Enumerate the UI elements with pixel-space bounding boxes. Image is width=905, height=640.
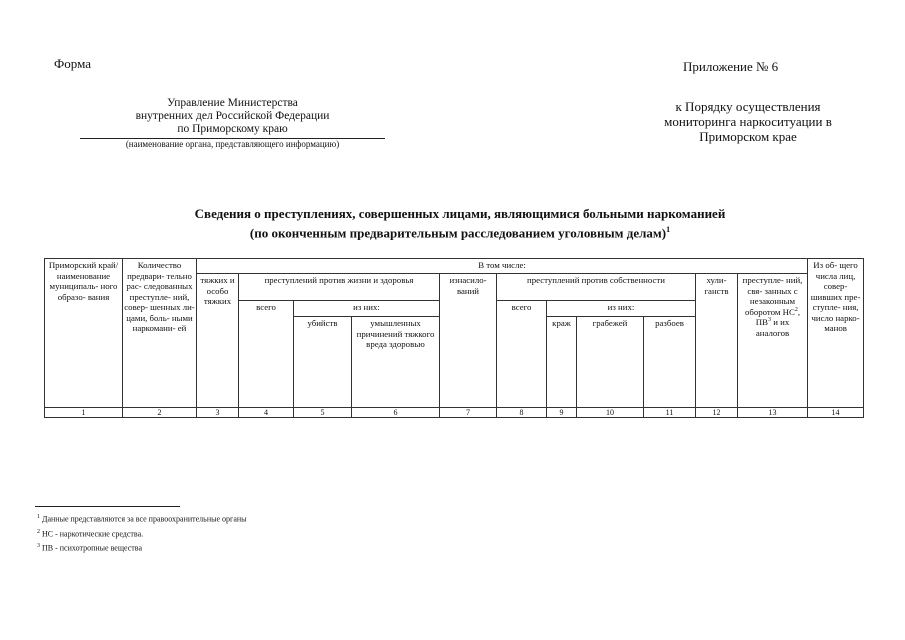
- footnote-mark: 3: [37, 543, 40, 550]
- column-number: 3: [197, 408, 239, 418]
- drug-text-1: преступле- ний, свя- занных с незаконным оборотом НС: [742, 275, 803, 317]
- footnote-ref: 3: [768, 317, 772, 324]
- column-number: 4: [239, 408, 294, 418]
- column-number: 1: [45, 408, 123, 418]
- header-robberies: грабежей: [577, 317, 644, 408]
- header-grave: тяжких и особо тяжких: [197, 274, 239, 408]
- title-line-2-text: (по оконченным предварительным расследованием уголовным делам): [249, 225, 667, 241]
- form-label: Форма: [54, 56, 91, 71]
- org-name-line: по Приморскому краю: [177, 123, 288, 135]
- order-line: к Порядку осуществления: [675, 99, 821, 114]
- drug-text-3: и их аналогов: [755, 317, 790, 338]
- title-line-2: [60, 222, 860, 241]
- column-number: 11: [644, 408, 696, 418]
- header-property-of-them: из них:: [547, 301, 696, 317]
- header-addicts-count: Из об- щего числа лиц, совер- шивших пре- ступле- ния, число нарко- манов: [808, 259, 864, 408]
- footnote-text: Данные представляются за все правоохранительные органы: [42, 514, 247, 524]
- org-caption: (наименование органа, представляющего информацию): [125, 139, 340, 149]
- header-hooligan: хули- ганств: [696, 274, 738, 408]
- title-line-1: Сведения о преступлениях, совершенных лицами, являющимися больными наркоманией: [194, 206, 726, 221]
- column-number: 5: [294, 408, 352, 418]
- header-murders: убийств: [294, 317, 352, 408]
- header-grievous-harm: умышленных причинений тяжкого вреда здоровью: [352, 317, 440, 408]
- footnote-text: ПВ - психотропные вещества: [42, 543, 143, 553]
- statistics-table: [44, 258, 864, 418]
- footnote-text: НС - наркотические средства.: [42, 529, 144, 539]
- document-title: [60, 206, 860, 241]
- header-including: В том числе:: [197, 259, 808, 274]
- header-life-health: преступлений против жизни и здоровья: [239, 274, 440, 301]
- header-crimes-count: Количество предвари- тельно рас- следованных преступле- ний, совер- шенных ли- цами, боль- ными наркомани- ей: [123, 259, 197, 408]
- column-number: 13: [738, 408, 808, 418]
- header-thefts: краж: [547, 317, 577, 408]
- footnote-ref: 1: [666, 225, 671, 234]
- footnote: [37, 540, 247, 555]
- footnote: [37, 526, 247, 541]
- order-line: Приморском крае: [699, 129, 797, 144]
- header-rape: изнасило- ваний: [440, 274, 497, 408]
- column-number: 9: [547, 408, 577, 418]
- footnotes: [37, 511, 247, 555]
- footnote-mark: 2: [37, 528, 40, 535]
- organization-block: [80, 97, 385, 150]
- drug-text-2: , ПВ: [755, 306, 801, 327]
- order-line: мониторинга наркоситуации в: [664, 114, 832, 129]
- header-drug-crimes: [738, 274, 808, 408]
- column-number: 8: [497, 408, 547, 418]
- footnote-divider: [35, 506, 180, 507]
- header-life-total: всего: [239, 301, 294, 408]
- org-name-line: Управление Министерства: [167, 97, 298, 109]
- org-name-line: внутренних дел Российской Федерации: [135, 110, 330, 122]
- header-life-of-them: из них:: [294, 301, 440, 317]
- column-number: 10: [577, 408, 644, 418]
- appendix-number: Приложение № 6: [683, 59, 779, 74]
- org-name: [80, 97, 385, 137]
- column-number: 6: [352, 408, 440, 418]
- column-number: 7: [440, 408, 497, 418]
- column-number: 14: [808, 408, 864, 418]
- footnote-ref: 2: [794, 306, 798, 313]
- header-assaults: разбоев: [644, 317, 696, 408]
- header-property-total: всего: [497, 301, 547, 408]
- header-region: Приморский край/ наименование муниципаль- ного образо- вания: [45, 259, 123, 408]
- footnote-mark: 1: [37, 514, 40, 520]
- column-number: 12: [696, 408, 738, 418]
- column-number: 2: [123, 408, 197, 418]
- order-reference: [628, 99, 868, 144]
- footnote: [37, 511, 247, 526]
- header-property: преступлений против собственности: [497, 274, 696, 301]
